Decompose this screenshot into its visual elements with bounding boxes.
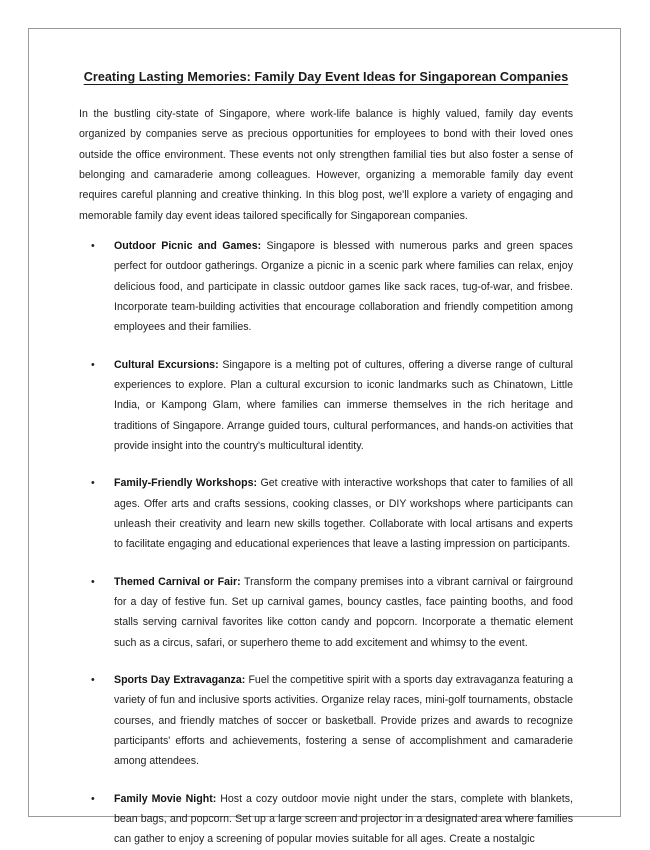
list-item-lead: Sports Day Extravaganza: bbox=[114, 673, 246, 686]
bullet-point-icon: • bbox=[91, 477, 95, 490]
page-title: Creating Lasting Memories: Family Day Event Ideas for Singaporean Companies bbox=[83, 70, 569, 84]
list-item-lead: Outdoor Picnic and Games: bbox=[114, 239, 262, 252]
document-content bbox=[79, 69, 573, 850]
list-item bbox=[79, 473, 573, 554]
list-item-lead: Family-Friendly Workshops: bbox=[114, 477, 258, 490]
bullet-point-icon: • bbox=[91, 239, 95, 252]
list-item-body: Singapore is a melting pot of cultures, offering a diverse range of cultural experiences to explore. Plan a cultural excursion to iconic landmarks such as Chinatown, Little India, or Kampong Glam, where families can immerse themselves in the rich heritage and traditions of Singapore. Arrange guided tours, cultural performances, and hands-on activities that provide insight into the country's multicultural identity. bbox=[114, 358, 574, 452]
list-item bbox=[79, 236, 573, 338]
intro-paragraph: In the bustling city-state of Singapore, where work-life balance is highly valued, family day events organized by companies serve as precious opportunities for employees to bond with their loved ones outside the office environment. These events not only strengthen familial ties but also foster a sense of belonging and camaraderie among colleagues. However, organizing a memorable family day event requires careful planning and creative thinking. In this blog post, we'll explore a variety of engaging and memorable family day event ideas tailored specifically for Singaporean companies. bbox=[79, 108, 573, 222]
list-item-body: Host a cozy outdoor movie night under the stars, complete with blankets, bean bags, and popcorn. Set up a large screen and projector in a designated area where families can gather to enjoy a screening of popular movies suitable for all ages. Create a nostalgic bbox=[114, 792, 573, 846]
list-item bbox=[79, 355, 573, 457]
list-item-body: Fuel the competitive spirit with a sports day extravaganza featuring a variety of fun and inclusive sports activities. Organize relay races, mini-golf tournaments, obstacle courses, and friendly matches of soccer or basketball. Provide prizes and awards to recognize participants' efforts and achievements, fostering a sense of accomplishment and camaraderie among attendees. bbox=[114, 673, 574, 768]
list-item-lead: Cultural Excursions: bbox=[114, 358, 219, 371]
list-item bbox=[79, 572, 573, 653]
document-page bbox=[28, 28, 621, 846]
list-item-body: Get creative with interactive workshops that cater to families of all ages. Offer arts and crafts sessions, cooking classes, or DIY workshops where participants can unleash their creativity and learn new skills together. Collaborate with local artisans and experts to facilitate engaging and educational experiences that leave a lasting impression on participants. bbox=[114, 477, 574, 551]
bullet-point-icon: • bbox=[91, 358, 95, 371]
list-item-lead: Themed Carnival or Fair: bbox=[114, 575, 241, 588]
list-item-lead: Family Movie Night: bbox=[114, 792, 217, 805]
list-item bbox=[79, 670, 573, 772]
list-item-body: Transform the company premises into a vibrant carnival or fairground for a day of festive fun. Set up carnival games, bouncy castles, face painting booths, and food stalls serving carnival favorites like cotton candy and popcorn. Incorporate a thematic element such as a circus, safari, or superhero theme to add excitement and whimsy to the event. bbox=[114, 575, 574, 649]
event-ideas-list bbox=[79, 236, 573, 850]
bullet-point-icon: • bbox=[91, 575, 95, 588]
bullet-point-icon: • bbox=[91, 792, 95, 805]
list-item bbox=[79, 789, 573, 850]
bullet-point-icon: • bbox=[91, 673, 95, 686]
list-item-body: Singapore is blessed with numerous parks and green spaces perfect for outdoor gatherings. Organize a picnic in a scenic park where families can relax, enjoy delicious food, and participate in classic outdoor games like sack races, tug-of-war, and frisbee. Incorporate team-building activities that encourage collaboration and friendly competition among employees and their families. bbox=[114, 239, 573, 334]
